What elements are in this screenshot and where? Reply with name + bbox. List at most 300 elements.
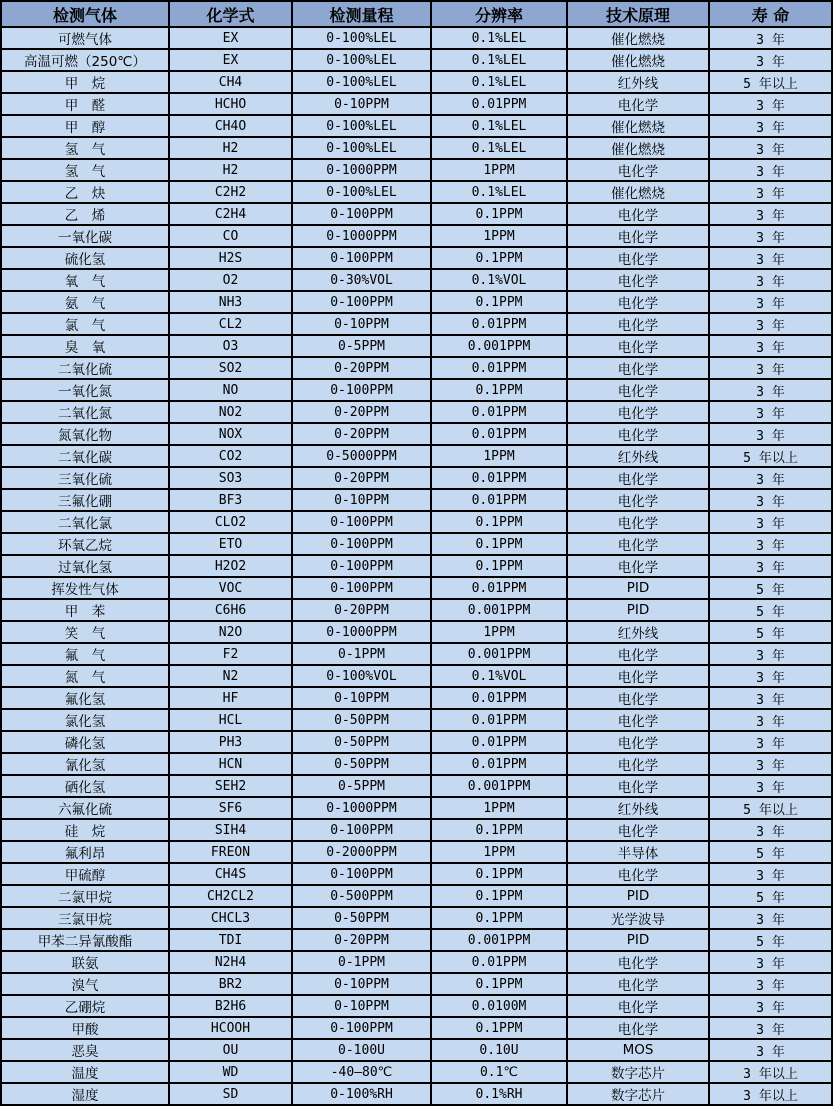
cell-principle: 电化学 <box>567 225 709 247</box>
cell-lifespan: 5 年 <box>709 841 832 863</box>
cell-range: 0-100%LEL <box>292 71 431 93</box>
cell-resolution: 1PPM <box>431 621 567 643</box>
cell-lifespan: 3 年 <box>709 995 832 1017</box>
cell-resolution: 0.01PPM <box>431 423 567 445</box>
cell-resolution: 1PPM <box>431 445 567 467</box>
cell-formula: HCL <box>169 709 292 731</box>
cell-range: 0-30%VOL <box>292 269 431 291</box>
table-row <box>1 995 832 1017</box>
cell-formula: CL2 <box>169 313 292 335</box>
cell-lifespan: 5 年 <box>709 929 832 951</box>
cell-formula: O3 <box>169 335 292 357</box>
cell-formula: CHCL3 <box>169 907 292 929</box>
cell-range: 0-100PPM <box>292 863 431 885</box>
table-row <box>1 797 832 819</box>
cell-formula: SO2 <box>169 357 292 379</box>
table-row <box>1 775 832 797</box>
cell-resolution: 0.01PPM <box>431 687 567 709</box>
cell-gas: 二氧化碳 <box>1 445 169 467</box>
cell-formula: C2H2 <box>169 181 292 203</box>
cell-formula: HCHO <box>169 93 292 115</box>
cell-gas: 溴气 <box>1 973 169 995</box>
cell-principle: 电化学 <box>567 313 709 335</box>
cell-formula: SEH2 <box>169 775 292 797</box>
table-row <box>1 291 832 313</box>
cell-formula: C2H4 <box>169 203 292 225</box>
cell-range: 0-1000PPM <box>292 621 431 643</box>
cell-formula: H2 <box>169 137 292 159</box>
cell-lifespan: 3 年 <box>709 115 832 137</box>
cell-gas: 联氨 <box>1 951 169 973</box>
cell-lifespan: 3 年 <box>709 379 832 401</box>
cell-gas: 二氧化硫 <box>1 357 169 379</box>
cell-resolution: 0.0100M <box>431 995 567 1017</box>
cell-formula: NO <box>169 379 292 401</box>
cell-gas: 氨 气 <box>1 291 169 313</box>
cell-principle: 电化学 <box>567 555 709 577</box>
cell-principle: PID <box>567 929 709 951</box>
cell-gas: 可燃气体 <box>1 27 169 49</box>
cell-principle: 电化学 <box>567 379 709 401</box>
cell-principle: PID <box>567 577 709 599</box>
table-row <box>1 643 832 665</box>
cell-lifespan: 3 年 <box>709 181 832 203</box>
cell-range: 0-10PPM <box>292 93 431 115</box>
cell-lifespan: 3 年 <box>709 247 832 269</box>
cell-lifespan: 3 年 <box>709 753 832 775</box>
cell-principle: 电化学 <box>567 357 709 379</box>
table-row <box>1 599 832 621</box>
cell-range: -40—80℃ <box>292 1061 431 1083</box>
cell-lifespan: 3 年 <box>709 335 832 357</box>
table-row <box>1 709 832 731</box>
cell-resolution: 0.1PPM <box>431 203 567 225</box>
cell-formula: BR2 <box>169 973 292 995</box>
cell-gas: 一氧化氮 <box>1 379 169 401</box>
cell-gas: 二氧化氮 <box>1 401 169 423</box>
cell-range: 0-2000PPM <box>292 841 431 863</box>
cell-range: 0-5PPM <box>292 775 431 797</box>
cell-lifespan: 3 年以上 <box>709 1061 832 1083</box>
cell-principle: 数字芯片 <box>567 1083 709 1105</box>
table-row <box>1 467 832 489</box>
table-row <box>1 1083 832 1105</box>
table-row <box>1 93 832 115</box>
cell-formula: CH2CL2 <box>169 885 292 907</box>
cell-principle: MOS <box>567 1039 709 1061</box>
cell-gas: 氟利昂 <box>1 841 169 863</box>
cell-range: 0-5000PPM <box>292 445 431 467</box>
cell-gas: 硫化氢 <box>1 247 169 269</box>
cell-resolution: 1PPM <box>431 159 567 181</box>
cell-gas: 过氧化氢 <box>1 555 169 577</box>
cell-gas: 氰化氢 <box>1 753 169 775</box>
cell-gas: 乙硼烷 <box>1 995 169 1017</box>
cell-range: 0-1PPM <box>292 643 431 665</box>
cell-range: 0-100%LEL <box>292 27 431 49</box>
cell-principle: 电化学 <box>567 819 709 841</box>
cell-range: 0-100%LEL <box>292 115 431 137</box>
table-row <box>1 313 832 335</box>
cell-gas: 甲硫醇 <box>1 863 169 885</box>
cell-resolution: 0.01PPM <box>431 313 567 335</box>
table-row <box>1 115 832 137</box>
cell-formula: N2H4 <box>169 951 292 973</box>
table-row <box>1 247 832 269</box>
cell-gas: 六氟化硫 <box>1 797 169 819</box>
cell-formula: OU <box>169 1039 292 1061</box>
cell-resolution: 0.01PPM <box>431 709 567 731</box>
cell-principle: 电化学 <box>567 335 709 357</box>
cell-principle: 电化学 <box>567 731 709 753</box>
cell-range: 0-20PPM <box>292 599 431 621</box>
table-row <box>1 665 832 687</box>
cell-resolution: 0.1%LEL <box>431 27 567 49</box>
cell-resolution: 0.01PPM <box>431 467 567 489</box>
cell-range: 0-100%VOL <box>292 665 431 687</box>
cell-range: 0-100%LEL <box>292 137 431 159</box>
cell-lifespan: 3 年 <box>709 907 832 929</box>
cell-principle: 电化学 <box>567 687 709 709</box>
cell-gas: 甲 醛 <box>1 93 169 115</box>
cell-formula: CH4 <box>169 71 292 93</box>
cell-formula: SIH4 <box>169 819 292 841</box>
cell-lifespan: 3 年 <box>709 27 832 49</box>
cell-range: 0-50PPM <box>292 907 431 929</box>
cell-formula: SO3 <box>169 467 292 489</box>
cell-principle: 电化学 <box>567 643 709 665</box>
cell-range: 0-100PPM <box>292 247 431 269</box>
cell-lifespan: 5 年 <box>709 885 832 907</box>
cell-principle: 光学波导 <box>567 907 709 929</box>
cell-principle: 半导体 <box>567 841 709 863</box>
cell-gas: 笑 气 <box>1 621 169 643</box>
cell-principle: 电化学 <box>567 203 709 225</box>
cell-lifespan: 5 年 <box>709 599 832 621</box>
cell-resolution: 0.1%LEL <box>431 115 567 137</box>
cell-range: 0-100PPM <box>292 379 431 401</box>
cell-lifespan: 3 年 <box>709 533 832 555</box>
cell-formula: N2 <box>169 665 292 687</box>
cell-formula: EX <box>169 49 292 71</box>
cell-gas: 氢 气 <box>1 159 169 181</box>
cell-principle: PID <box>567 885 709 907</box>
table-row <box>1 489 832 511</box>
cell-principle: PID <box>567 599 709 621</box>
cell-gas: 乙 炔 <box>1 181 169 203</box>
table-row <box>1 577 832 599</box>
cell-formula: O2 <box>169 269 292 291</box>
cell-resolution: 0.01PPM <box>431 951 567 973</box>
column-header-resolution: 分辨率 <box>431 1 567 27</box>
cell-resolution: 0.01PPM <box>431 93 567 115</box>
cell-lifespan: 3 年 <box>709 731 832 753</box>
cell-formula: SD <box>169 1083 292 1105</box>
table-row <box>1 181 832 203</box>
cell-principle: 电化学 <box>567 753 709 775</box>
cell-resolution: 0.01PPM <box>431 401 567 423</box>
cell-principle: 电化学 <box>567 863 709 885</box>
cell-formula: EX <box>169 27 292 49</box>
column-header-gas: 检测气体 <box>1 1 169 27</box>
cell-principle: 催化燃烧 <box>567 27 709 49</box>
cell-principle: 红外线 <box>567 71 709 93</box>
cell-lifespan: 3 年 <box>709 423 832 445</box>
cell-resolution: 0.001PPM <box>431 929 567 951</box>
cell-resolution: 0.1%LEL <box>431 181 567 203</box>
cell-principle: 电化学 <box>567 951 709 973</box>
cell-range: 0-10PPM <box>292 489 431 511</box>
cell-range: 0-100PPM <box>292 577 431 599</box>
cell-formula: C6H6 <box>169 599 292 621</box>
cell-range: 0-100%LEL <box>292 49 431 71</box>
cell-lifespan: 3 年 <box>709 93 832 115</box>
cell-formula: HCOOH <box>169 1017 292 1039</box>
cell-lifespan: 3 年 <box>709 357 832 379</box>
cell-gas: 硅 烷 <box>1 819 169 841</box>
table-row <box>1 907 832 929</box>
cell-formula: CO2 <box>169 445 292 467</box>
cell-principle: 电化学 <box>567 269 709 291</box>
cell-gas: 二氧化氯 <box>1 511 169 533</box>
cell-range: 0-10PPM <box>292 995 431 1017</box>
cell-gas: 臭 氧 <box>1 335 169 357</box>
table-row <box>1 753 832 775</box>
cell-resolution: 0.1℃ <box>431 1061 567 1083</box>
cell-range: 0-100PPM <box>292 533 431 555</box>
cell-gas: 甲 苯 <box>1 599 169 621</box>
cell-range: 0-100PPM <box>292 291 431 313</box>
cell-range: 0-100PPM <box>292 1017 431 1039</box>
cell-gas: 氯 气 <box>1 313 169 335</box>
cell-resolution: 0.1%LEL <box>431 49 567 71</box>
cell-principle: 电化学 <box>567 973 709 995</box>
cell-principle: 电化学 <box>567 423 709 445</box>
cell-range: 0-50PPM <box>292 731 431 753</box>
cell-principle: 催化燃烧 <box>567 137 709 159</box>
cell-formula: NO2 <box>169 401 292 423</box>
header-row <box>1 1 832 27</box>
table-row <box>1 225 832 247</box>
cell-formula: NOX <box>169 423 292 445</box>
cell-lifespan: 5 年 <box>709 577 832 599</box>
table-row <box>1 137 832 159</box>
cell-resolution: 0.1PPM <box>431 1017 567 1039</box>
table-row <box>1 1061 832 1083</box>
cell-formula: FREON <box>169 841 292 863</box>
table-row <box>1 27 832 49</box>
table-row <box>1 401 832 423</box>
cell-lifespan: 3 年 <box>709 159 832 181</box>
cell-gas: 恶臭 <box>1 1039 169 1061</box>
cell-lifespan: 3 年 <box>709 313 832 335</box>
cell-principle: 电化学 <box>567 775 709 797</box>
table-row <box>1 973 832 995</box>
cell-lifespan: 3 年 <box>709 665 832 687</box>
cell-range: 0-100%RH <box>292 1083 431 1105</box>
cell-resolution: 1PPM <box>431 225 567 247</box>
cell-resolution: 0.1PPM <box>431 973 567 995</box>
cell-resolution: 0.1%VOL <box>431 665 567 687</box>
cell-formula: VOC <box>169 577 292 599</box>
cell-gas: 氢 气 <box>1 137 169 159</box>
table-row <box>1 863 832 885</box>
cell-resolution: 0.1PPM <box>431 819 567 841</box>
cell-lifespan: 3 年 <box>709 203 832 225</box>
cell-lifespan: 3 年 <box>709 269 832 291</box>
cell-resolution: 1PPM <box>431 797 567 819</box>
cell-principle: 电化学 <box>567 401 709 423</box>
cell-principle: 红外线 <box>567 621 709 643</box>
cell-formula: PH3 <box>169 731 292 753</box>
cell-resolution: 0.1PPM <box>431 885 567 907</box>
cell-range: 0-5PPM <box>292 335 431 357</box>
table-row <box>1 841 832 863</box>
cell-formula: WD <box>169 1061 292 1083</box>
cell-resolution: 0.1%LEL <box>431 71 567 93</box>
cell-resolution: 0.1%LEL <box>431 137 567 159</box>
cell-resolution: 1PPM <box>431 841 567 863</box>
cell-formula: N2O <box>169 621 292 643</box>
cell-lifespan: 5 年 <box>709 621 832 643</box>
cell-resolution: 0.001PPM <box>431 599 567 621</box>
table-body <box>1 27 832 1105</box>
cell-formula: TDI <box>169 929 292 951</box>
cell-resolution: 0.01PPM <box>431 489 567 511</box>
table-row <box>1 71 832 93</box>
cell-principle: 电化学 <box>567 511 709 533</box>
cell-resolution: 0.001PPM <box>431 775 567 797</box>
cell-formula: HCN <box>169 753 292 775</box>
cell-gas: 氮 气 <box>1 665 169 687</box>
column-header-formula: 化学式 <box>169 1 292 27</box>
cell-lifespan: 3 年 <box>709 951 832 973</box>
cell-gas: 三氟化硼 <box>1 489 169 511</box>
cell-lifespan: 3 年 <box>709 709 832 731</box>
cell-lifespan: 3 年 <box>709 775 832 797</box>
table-row <box>1 555 832 577</box>
cell-range: 0-100%LEL <box>292 181 431 203</box>
cell-gas: 三氧化硫 <box>1 467 169 489</box>
cell-lifespan: 3 年 <box>709 49 832 71</box>
cell-gas: 乙 烯 <box>1 203 169 225</box>
table-header <box>1 1 832 27</box>
cell-resolution: 0.1%RH <box>431 1083 567 1105</box>
cell-principle: 催化燃烧 <box>567 115 709 137</box>
cell-formula: CH4S <box>169 863 292 885</box>
cell-resolution: 0.1PPM <box>431 511 567 533</box>
cell-range: 0-500PPM <box>292 885 431 907</box>
cell-formula: CO <box>169 225 292 247</box>
cell-principle: 电化学 <box>567 489 709 511</box>
cell-lifespan: 3 年 <box>709 973 832 995</box>
cell-range: 0-1000PPM <box>292 159 431 181</box>
cell-lifespan: 3 年以上 <box>709 1083 832 1105</box>
cell-gas: 氮氧化物 <box>1 423 169 445</box>
cell-resolution: 0.1PPM <box>431 863 567 885</box>
cell-resolution: 0.01PPM <box>431 577 567 599</box>
cell-formula: CH4O <box>169 115 292 137</box>
cell-resolution: 0.001PPM <box>431 335 567 357</box>
cell-formula: BF3 <box>169 489 292 511</box>
cell-gas: 三氯甲烷 <box>1 907 169 929</box>
table-row <box>1 423 832 445</box>
cell-formula: H2S <box>169 247 292 269</box>
cell-lifespan: 3 年 <box>709 1017 832 1039</box>
cell-gas: 硒化氢 <box>1 775 169 797</box>
table-row <box>1 621 832 643</box>
cell-range: 0-1000PPM <box>292 225 431 247</box>
cell-principle: 催化燃烧 <box>567 49 709 71</box>
cell-lifespan: 3 年 <box>709 489 832 511</box>
cell-lifespan: 5 年以上 <box>709 445 832 467</box>
table-row <box>1 159 832 181</box>
cell-range: 0-100PPM <box>292 203 431 225</box>
cell-range: 0-100U <box>292 1039 431 1061</box>
cell-gas: 甲苯二异氰酸酯 <box>1 929 169 951</box>
cell-principle: 电化学 <box>567 533 709 555</box>
cell-gas: 一氧化碳 <box>1 225 169 247</box>
cell-range: 0-50PPM <box>292 709 431 731</box>
cell-formula: B2H6 <box>169 995 292 1017</box>
cell-range: 0-20PPM <box>292 467 431 489</box>
table-row <box>1 885 832 907</box>
cell-gas: 氯化氢 <box>1 709 169 731</box>
table-row <box>1 335 832 357</box>
cell-resolution: 0.1PPM <box>431 379 567 401</box>
cell-principle: 电化学 <box>567 247 709 269</box>
cell-lifespan: 3 年 <box>709 643 832 665</box>
cell-lifespan: 3 年 <box>709 819 832 841</box>
cell-formula: ETO <box>169 533 292 555</box>
table-row <box>1 379 832 401</box>
cell-lifespan: 5 年以上 <box>709 797 832 819</box>
cell-range: 0-20PPM <box>292 401 431 423</box>
cell-resolution: 0.01PPM <box>431 357 567 379</box>
cell-lifespan: 3 年 <box>709 511 832 533</box>
cell-lifespan: 3 年 <box>709 401 832 423</box>
cell-resolution: 0.1PPM <box>431 907 567 929</box>
table-row <box>1 687 832 709</box>
cell-principle: 电化学 <box>567 159 709 181</box>
cell-lifespan: 3 年 <box>709 1039 832 1061</box>
cell-formula: CLO2 <box>169 511 292 533</box>
cell-gas: 挥发性气体 <box>1 577 169 599</box>
cell-formula: H2O2 <box>169 555 292 577</box>
cell-formula: SF6 <box>169 797 292 819</box>
cell-gas: 氟 气 <box>1 643 169 665</box>
table-row <box>1 1039 832 1061</box>
cell-gas: 甲 醇 <box>1 115 169 137</box>
table-row <box>1 731 832 753</box>
cell-range: 0-20PPM <box>292 357 431 379</box>
cell-principle: 电化学 <box>567 467 709 489</box>
cell-formula: NH3 <box>169 291 292 313</box>
table-row <box>1 49 832 71</box>
cell-resolution: 0.1PPM <box>431 533 567 555</box>
cell-gas: 甲 烷 <box>1 71 169 93</box>
cell-formula: H2 <box>169 159 292 181</box>
table-row <box>1 533 832 555</box>
cell-lifespan: 3 年 <box>709 467 832 489</box>
table-row <box>1 951 832 973</box>
cell-range: 0-50PPM <box>292 753 431 775</box>
cell-principle: 电化学 <box>567 709 709 731</box>
cell-resolution: 0.10U <box>431 1039 567 1061</box>
column-header-range: 检测量程 <box>292 1 431 27</box>
cell-resolution: 0.1%VOL <box>431 269 567 291</box>
cell-resolution: 0.001PPM <box>431 643 567 665</box>
